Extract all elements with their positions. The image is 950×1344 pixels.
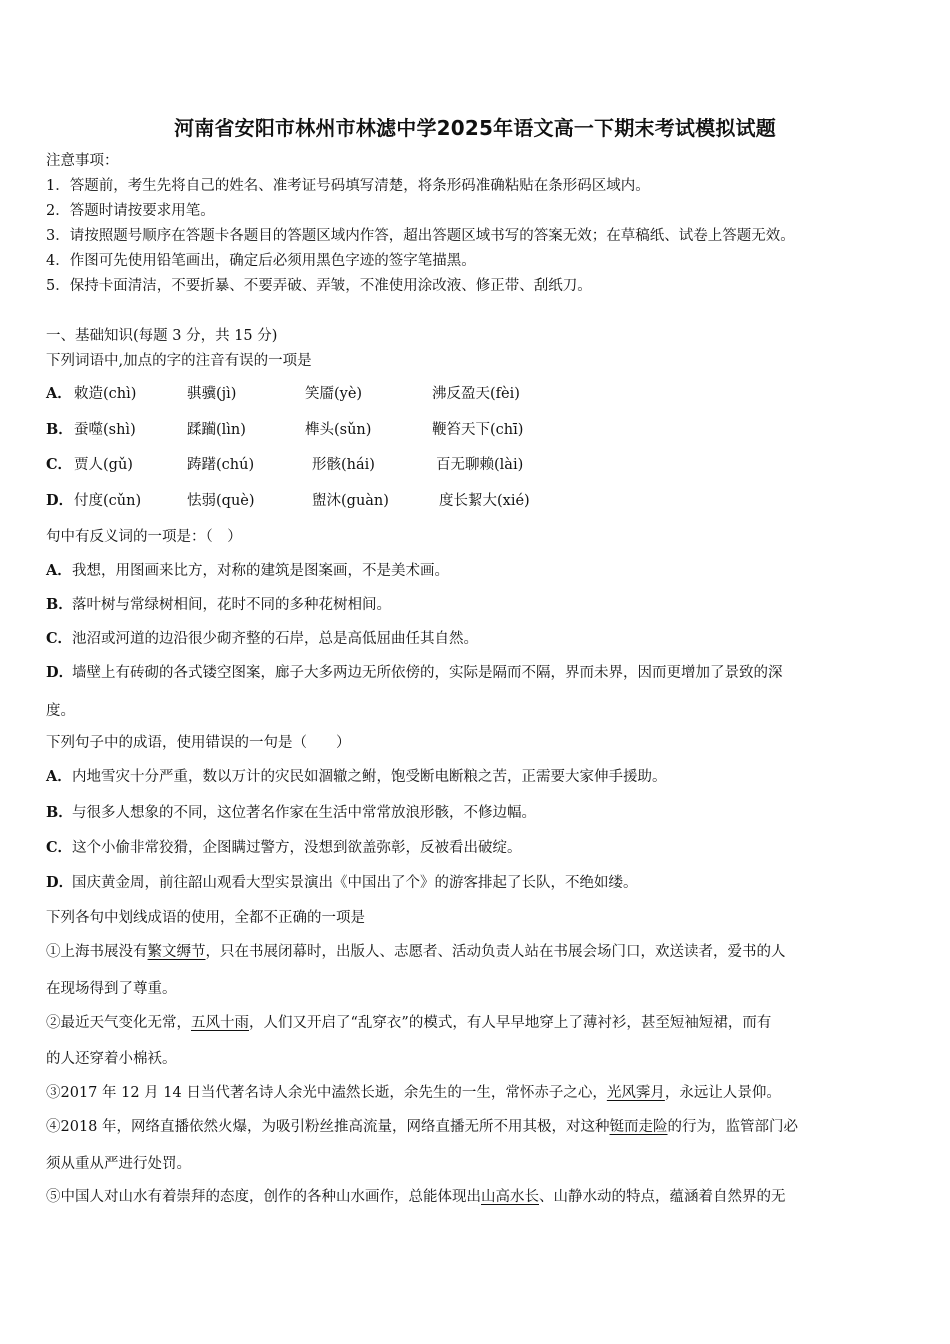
- option-text: 内地雪灾十分严重，数以万计的灾民如涸辙之鲋，饱受断电断粮之苦，正需要大家伸手援助。: [72, 769, 667, 785]
- underlined-idiom: 五风十雨: [191, 1015, 249, 1031]
- underlined-idiom: 铤而走险: [609, 1119, 668, 1135]
- notice-item: 5．保持卡面清洁，不要折暴、不要弄破、弄皱，不准使用涂改液、修正带、刮纸刀。: [46, 278, 592, 294]
- answer-option: [46, 663, 783, 683]
- answer-option: [46, 873, 638, 893]
- section-heading: 一、基础知识(每题 3 分，共 15 分): [46, 328, 278, 344]
- option-label: C．: [46, 630, 73, 647]
- sentence-text: ，只在书展闭幕时，出版人、志愿者、活动负责人站在书展会场门口，欢送读者，爱书的人: [205, 944, 786, 960]
- option-text: 这个小偷非常狡猾，企图瞒过警方，没想到欲盖弥彰，反被看出破绽。: [72, 840, 522, 856]
- word-item: 骐骥(jì): [187, 386, 237, 402]
- option-text: 国庆黄金周，前往韶山观看大型实景演出《中国出了个》的游客排起了长队，不绝如缕。: [72, 875, 638, 891]
- sentence-item: [46, 1083, 781, 1103]
- word-item: 付度(cǔn): [74, 493, 142, 509]
- sentence-text: ④2018 年，网络直播依然火爆，为吸引粉丝推高流量，网络直播无所不用其极，对这种: [46, 1119, 610, 1135]
- word-item: 蚕噬(shì): [74, 422, 136, 438]
- word-item: 沸反盈天(fèi): [432, 386, 520, 402]
- option-label: D．: [46, 492, 74, 509]
- word-item: 度长絜大(xié): [439, 493, 530, 509]
- word-item: 榫头(sǔn): [305, 422, 372, 438]
- notice-item: 3．请按照题号顺序在答题卡各题目的答题区域内作答，超出答题区域书写的答案无效；在草稿纸、试卷上答题无效。: [46, 228, 795, 244]
- notice-item: 2．答题时请按要求用笔。: [46, 203, 215, 219]
- option-label: D．: [46, 874, 74, 891]
- notice-item: 1．答题前，考生先将自己的姓名、准考证号码填写清楚，将条形码准确粘贴在条形码区域内。: [46, 178, 650, 194]
- sentence-item: [46, 1187, 786, 1207]
- option-label: D．: [46, 664, 74, 681]
- word-item: 盥沐(guàn): [312, 493, 389, 509]
- option-label: B．: [46, 596, 73, 613]
- word-item: 踌躇(chú): [187, 457, 255, 473]
- option-label: B．: [46, 421, 73, 438]
- word-item: 笑靥(yè): [305, 386, 363, 402]
- notice-heading: 注意事项：: [46, 153, 119, 169]
- sentence-text: 、山静水动的特点，蕴涵着自然界的无: [539, 1189, 786, 1205]
- question-stem: 下列句子中的成语，使用错误的一句是（ ）: [46, 735, 351, 751]
- option-text: 落叶树与常绿树相间，花时不同的多种花树相间。: [72, 597, 391, 613]
- word-item: 敕造(chì): [74, 386, 137, 402]
- answer-option: [46, 803, 536, 823]
- answer-option: [46, 595, 391, 615]
- option-label: C．: [46, 839, 73, 856]
- underlined-idiom: 光风霁月: [606, 1085, 665, 1101]
- question-stem: 下列各句中划线成语的使用，全都不正确的一项是: [46, 910, 365, 926]
- underlined-idiom: 山高水长: [481, 1189, 539, 1205]
- notice-item: 4．作图可先使用铅笔画出，确定后必须用黑色字迹的签字笔描黑。: [46, 253, 476, 269]
- sentence-text: ⑤中国人对山水有着崇拜的态度，创作的各种山水画作，总能体现出: [46, 1189, 481, 1205]
- sentence-text: 的行为，监管部门必: [667, 1119, 799, 1135]
- option-text: 池沼或河道的边沿很少砌齐整的石岸，总是高低屈曲任其自然。: [72, 631, 478, 647]
- option-text: 墙壁上有砖砌的各式镂空图案，廊子大多两边无所依傍的，实际是隔而不隔，界而未界，因而更增加了景致的深: [72, 665, 783, 681]
- sentence-item: [46, 942, 786, 962]
- option-label: C．: [46, 456, 73, 473]
- word-item: 形骸(hái): [312, 457, 375, 473]
- sentence-text: ，永远让人景仰。: [664, 1085, 781, 1101]
- answer-option: [46, 838, 522, 858]
- word-item: 蹂躏(lìn): [187, 422, 246, 438]
- option-label: A．: [46, 562, 72, 579]
- word-item: 百无聊赖(lài): [436, 457, 524, 473]
- sentence-text: ，人们又开启了“乱穿衣”的模式，有人早早地穿上了薄衬衫，甚至短袖短裙，而有: [249, 1015, 772, 1031]
- option-text: 我想，用图画来比方，对称的建筑是图案画，不是美术画。: [72, 563, 449, 579]
- answer-option: [46, 629, 478, 649]
- word-item: 贾人(gǔ): [74, 457, 133, 473]
- option-text: 与很多人想象的不同，这位著名作家在生活中常常放浪形骸，不修边幅。: [72, 805, 536, 821]
- underlined-idiom: 繁文缛节: [147, 944, 206, 960]
- question-stem: 句中有反义词的一项是：（ ）: [46, 529, 242, 545]
- page-title: 河南省安阳市林州市林滤中学2025年语文高一下期末考试模拟试题: [174, 116, 776, 140]
- sentence-continuation: 须从重从严进行处罚。: [46, 1156, 191, 1172]
- sentence-text: ③2017 年 12 月 14 日当代著名诗人余光中溘然长逝，余先生的一生，常怀赤子之心，: [46, 1085, 607, 1101]
- option-continuation: 度。: [46, 703, 75, 719]
- option-label: A．: [46, 385, 72, 402]
- sentence-item: [46, 1013, 771, 1033]
- sentence-text: ①上海书展没有: [46, 944, 148, 960]
- answer-option: [46, 561, 449, 581]
- sentence-text: ②最近天气变化无常，: [46, 1015, 191, 1031]
- sentence-continuation: 在现场得到了尊重。: [46, 981, 177, 997]
- sentence-item: [46, 1117, 798, 1137]
- answer-option: [46, 767, 667, 787]
- word-item: 怯弱(què): [187, 493, 255, 509]
- sentence-continuation: 的人还穿着小棉袄。: [46, 1051, 177, 1067]
- word-item: 鞭笞天下(chī): [432, 422, 524, 438]
- question-stem: 下列词语中,加点的字的注音有误的一项是: [46, 353, 312, 369]
- option-label: A．: [46, 768, 72, 785]
- option-label: B．: [46, 804, 73, 821]
